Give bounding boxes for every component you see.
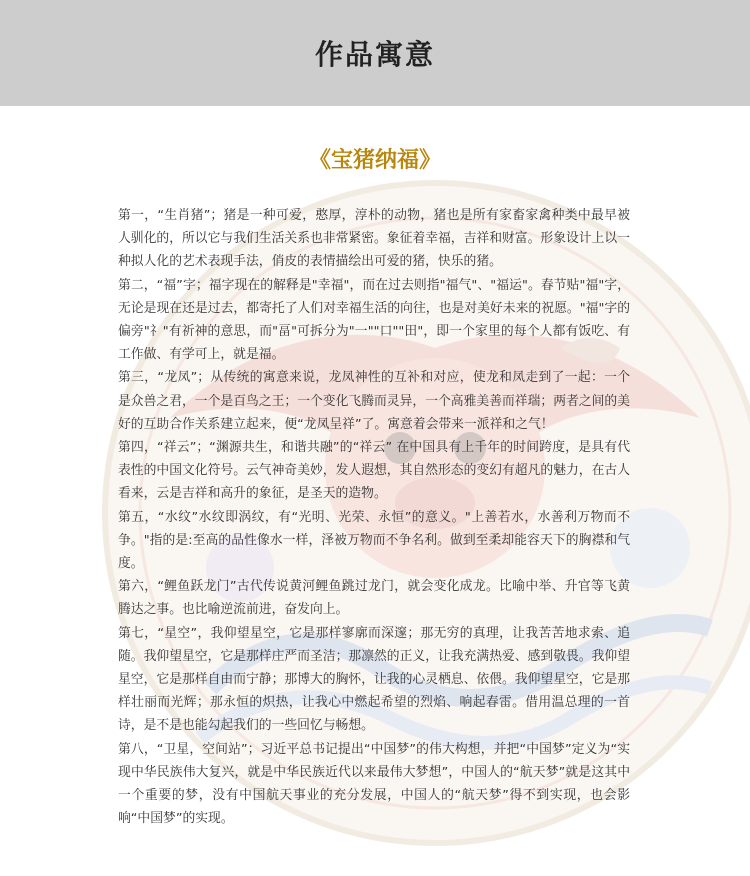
description-body: [118, 204, 630, 830]
artwork-title: 《宝猪纳福》: [308, 148, 441, 173]
paragraph-fu-character: 第二，“福”字；福字现在的解释是"幸福"，而在过去则指"福气"、"福运"。春节贴"福"字，无论是现在还是过去，都寄托了人们对幸福生活的向往，也是对美好未来的祝愿。"福"字的偏旁"礻"有祈神的意思，而"畐"可拆分为"一""口""田"，即一个家里的每个人都有饭吃、有工作做、有学可上，就是福。: [118, 277, 630, 363]
page-title: 作品寓意: [314, 38, 435, 71]
paragraph-water-pattern: 第五，“水纹”水纹即涡纹，有“光明、光荣、永恒”的意义。"上善若水，水善利万物而不争。"指的是:至高的品性像水一样，泽被万物而不争名利。做到至柔却能容天下的胸襟和气度。: [118, 509, 630, 572]
header-band: [0, 0, 750, 106]
paragraph-dragon-phoenix: 第三，“龙凤”；从传统的寓意来说，龙凤神性的互补和对应，使龙和凤走到了一起：一个是众兽之君，一个是百鸟之王；一个变化飞腾而灵异，一个高雅美善而祥瑞；两者之间的美好的互助合作关系建立起来，便“龙凤呈祥”了。寓意着会带来一派祥和之气！: [118, 370, 630, 432]
paragraph-zodiac-pig: 第一，“生肖猪”；猪是一种可爱，憨厚，淳朴的动物，猪也是所有家畜家禽种类中最早被人驯化的，所以它与我们生活关系也非常紧密。象征着幸福，吉祥和财富。形象设计上以一种拟人化的艺术表现手法，俏皮的表情描绘出可爱的猪，快乐的猪。: [118, 208, 630, 270]
paragraph-satellite-station: 第八，“卫星，空间站”；习近平总书记提出“中国梦”的伟大构想，并把“中国梦”定义为“实现中华民族伟大复兴，就是中华民族近代以来最伟大梦想”，中国人的“航天梦”就是这其中一个重要的梦，没有中国航天事业的充分发展，中国人的“航天梦”得不到实现，也会影响“中国梦”的实现。: [118, 741, 630, 827]
paragraph-carp-dragon-gate: 第六，“鲤鱼跃龙门”古代传说黄河鲤鱼跳过龙门，就会变化成龙。比喻中举、升官等飞黄腾达之事。也比喻逆流前进，奋发向上。: [118, 579, 630, 618]
paragraph-starry-sky: 第七，“星空”，我仰望星空，它是那样寥廓而深邃；那无穷的真理，让我苦苦地求索、追随。我仰望星空，它是那样庄严而圣洁；那凛然的正义，让我充满热爱、感到敬畏。我仰望星空，它是那样自由而宁静；那博大的胸怀，让我的心灵栖息、依偎。我仰望星空，它是那样壮丽而光辉；那永恒的炽热，让我心中燃起希望的烈焰、响起春雷。借用温总理的一首诗，是不是也能勾起我们的一些回忆与畅想。: [118, 625, 630, 734]
paragraph-auspicious-cloud: 第四，“祥云”；“渊源共生，和谐共融”的“祥云” 在中国具有上千年的时间跨度，是具有代表性的中国文化符号。云气神奇美妙，发人遐想，其自然形态的变幻有超凡的魅力，在古人看来，云是吉祥和高升的象征，是圣天的造物。: [118, 440, 630, 502]
